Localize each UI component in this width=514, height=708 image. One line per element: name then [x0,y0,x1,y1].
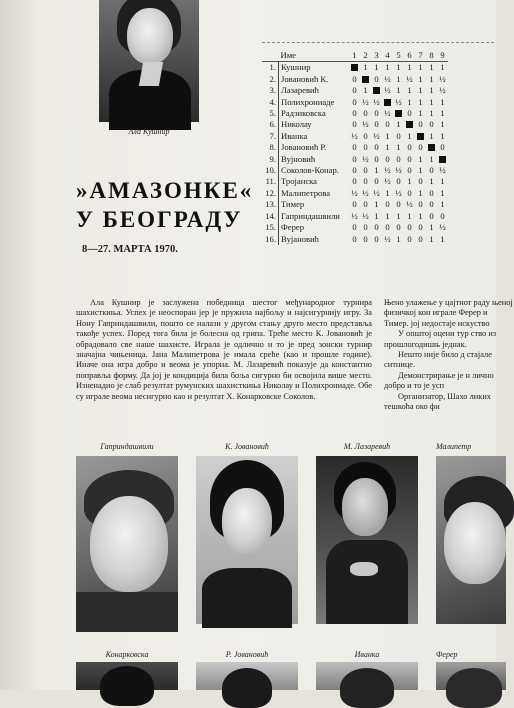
standings-row [262,188,448,199]
score-cell: 0 [374,222,379,233]
standings-row [262,108,448,119]
score-cell: 0 [374,73,379,84]
score-cell: ½ [384,73,391,84]
score-cell: 1 [396,142,401,153]
score-cell: 0 [363,222,368,233]
score-cell: 1 [407,85,412,96]
score-cell: 1 [418,108,423,119]
score-cell: ½ [439,165,446,176]
score-cell: 0 [407,222,412,233]
article-right-paragraph: Организатор, Шахо ликих тешкоћа око фи [384,391,491,412]
article-right-paragraph: Нешто није било д стајале ситнице. [384,350,492,370]
player-name: Кушнир [279,62,350,74]
score-cell: 0 [407,233,412,244]
score-cell: ½ [362,210,369,221]
score-cell: 0 [407,187,412,198]
portrait-ivanka [316,662,418,690]
score-cell: 0 [352,176,357,187]
score-cell: ½ [373,130,380,141]
score-cell: 0 [396,130,401,141]
portrait-ferer [436,662,506,690]
diagonal-block-mark [351,64,358,71]
score-cell: 1 [415,62,426,74]
standings-row [262,154,448,165]
portrait-caption: Ферер [436,650,458,659]
score-cell: 1 [429,222,434,233]
row-number: 8. [269,142,276,153]
score-cell: ½ [384,233,391,244]
diagonal-block-mark [406,121,413,128]
kushnir-photo [99,0,199,122]
player-name: Вујановић [279,234,350,245]
score-cell: 0 [374,142,379,153]
score-cell: 1 [418,96,423,107]
score-cell: 0 [429,119,434,130]
score-cell: 1 [396,210,401,221]
row-number: 12. [265,187,276,198]
standings-row [262,85,448,96]
score-cell: 1 [429,130,434,141]
article-paragraph: Ала Кушнир је заслужена победница шестог међународног турнира шахисткиња. Успех је неоспоран јер је пружила најбољу и најсигурнију игру. За Нону Гаприндашвили, пошто се налази у другом стању друго место представља такође успех. Поред тога била је болесна од грипа. Треће место К. Јовановић је обрадовало све наше шахисте. Играла је одлично и то је пред зонски турнир значајна чињеница. Јана Малипетрова је имала среће (као и прошле године). Иначе она игра добро и веома је упорна. М. Лазаревић показује да константно поправља форму. Да јој је кондиција била боља сигурно би освојила више место. Изненадио је слаб резултат румунских шахисткиња Николау и Полихрониаде. Обе су играле веома несигурно као и резултат Х. Конарковске Соколов. [76,298,372,401]
row-number: 15. [265,222,276,233]
diagonal-block [382,97,393,108]
score-cell: 1 [429,85,434,96]
score-cell: 1 [440,108,445,119]
portrait-k-jovanovic [196,456,298,624]
score-cell: 0 [385,153,390,164]
portrait-caption: К. Јовановић [225,442,269,451]
score-cell: 0 [418,233,423,244]
score-cell: 1 [385,210,390,221]
score-cell: 1 [407,96,412,107]
score-cell: 0 [396,222,401,233]
row-number: 11. [265,176,276,187]
score-cell: 0 [418,222,423,233]
score-cell: ½ [439,222,446,233]
standings-row [262,234,448,245]
diagonal-block [415,131,426,142]
column-header: 2 [363,50,368,60]
headline-line-1: »АМАЗОНКЕ« [76,178,254,203]
diagonal-block-mark [362,76,369,83]
diagonal-block [404,119,415,130]
article-right-paragraph: Демонстрирање је н лично добро и то је усп [384,370,494,391]
score-cell: 1 [440,233,445,244]
diagonal-block [349,62,360,74]
column-header: 7 [418,50,423,60]
standings-table [262,50,448,245]
player-name: Вујновић [279,154,350,165]
standings-row [262,176,448,187]
portrait-caption: Иванка [354,650,380,659]
column-header: 3 [374,50,379,60]
score-cell: 0 [407,108,412,119]
diagonal-block [360,74,371,85]
score-cell: 0 [374,153,379,164]
score-cell: 0 [429,165,434,176]
score-cell: ½ [373,187,380,198]
score-cell: 1 [418,153,423,164]
score-cell: 1 [440,130,445,141]
score-cell: 1 [418,187,423,198]
score-cell: 1 [374,165,379,176]
headline-line-2: У БЕОГРАДУ [76,207,243,232]
score-cell: ½ [406,73,413,84]
player-name: Соколов-Конар. [279,165,350,176]
score-cell: 0 [352,96,357,107]
row-number: 2. [269,73,276,84]
score-cell: ½ [395,96,402,107]
score-cell: 0 [352,85,357,96]
table-top-rule [262,42,494,47]
score-cell: 0 [407,142,412,153]
diagonal-block [426,142,437,153]
portrait-m-lazarevic [316,456,418,624]
column-header: 9 [440,50,445,60]
row-number: 4. [269,96,276,107]
score-cell: 0 [374,119,379,130]
row-number: 13. [265,199,276,210]
score-cell: 0 [407,165,412,176]
score-cell: ½ [362,153,369,164]
score-cell: 0 [418,199,423,210]
portrait-caption: Конарковска [105,650,149,659]
score-cell: 0 [374,176,379,187]
row-number: 7. [269,130,276,141]
score-cell: 1 [429,73,434,84]
score-cell: ½ [351,210,358,221]
player-name: Малипетрова [279,188,350,199]
score-cell: 1 [440,199,445,210]
score-cell: 1 [385,187,390,198]
score-cell: 1 [385,142,390,153]
diagonal-block-mark [439,156,446,163]
diagonal-block-mark [417,133,424,140]
score-cell: 0 [352,222,357,233]
score-cell: 0 [352,165,357,176]
score-cell: 0 [352,119,357,130]
score-cell: 1 [437,62,448,74]
score-cell: 1 [418,73,423,84]
column-header: 6 [407,50,412,60]
standings-row [262,142,448,153]
score-cell: ½ [395,187,402,198]
score-cell: 0 [407,153,412,164]
standings-header-row [262,50,448,62]
score-cell: ½ [362,96,369,107]
score-cell: ½ [384,176,391,187]
column-header: 4 [385,50,390,60]
score-cell: 0 [352,153,357,164]
score-cell: 1 [385,130,390,141]
portrait-konarkovska [76,662,178,690]
diagonal-block [393,108,404,119]
score-cell: 1 [440,119,445,130]
score-cell: 0 [418,119,423,130]
row-number: 5. [269,108,276,119]
score-cell: 0 [363,142,368,153]
score-cell: ½ [406,199,413,210]
diagonal-block [371,85,382,96]
score-cell: 0 [374,233,379,244]
score-cell: 0 [440,210,445,221]
player-name: Тимер [279,199,350,210]
score-cell: ½ [351,130,358,141]
score-cell: 0 [352,73,357,84]
score-cell: 1 [393,62,404,74]
player-name: Тројанска [279,176,350,187]
score-cell: 1 [429,233,434,244]
score-cell: ½ [439,85,446,96]
player-name: Гаприндашвили [279,211,350,222]
score-cell: 1 [396,119,401,130]
name-header: Име [280,50,296,60]
row-number: 14. [265,210,276,221]
score-cell: 1 [396,233,401,244]
score-cell: ½ [351,187,358,198]
score-cell: 1 [429,96,434,107]
standings-row [262,211,448,222]
article-right-paragraph: Њено улажење у цајтнот раду њеној физичкој кон играле Ферер и Тимер. јој недостаје искуство [384,298,513,328]
score-cell: 1 [426,62,437,74]
score-cell: 1 [418,210,423,221]
score-cell: 0 [352,233,357,244]
score-cell: 0 [396,153,401,164]
score-cell: 0 [352,142,357,153]
score-cell: 1 [429,108,434,119]
score-cell: ½ [384,108,391,119]
column-header: 1 [352,50,357,60]
standings-row [262,222,448,233]
score-cell: ½ [362,119,369,130]
score-cell: 0 [418,142,423,153]
score-cell: 0 [429,210,434,221]
row-number: 10. [265,165,276,176]
row-number: 16. [265,233,276,244]
score-cell: ½ [373,96,380,107]
score-cell: ½ [439,73,446,84]
score-cell: 0 [374,108,379,119]
standings-row [262,97,448,108]
score-cell: 1 [440,187,445,198]
score-cell: 0 [396,199,401,210]
standings-row [262,131,448,142]
score-cell: 1 [396,73,401,84]
score-cell: ½ [384,85,391,96]
score-cell: 0 [418,176,423,187]
player-name: Радзиковска [279,108,350,119]
diagonal-block-mark [395,110,402,117]
player-name: Јовановић Р. [279,142,350,153]
score-cell: 1 [418,165,423,176]
player-name: Николау [279,119,350,130]
diagonal-block-mark [384,99,391,106]
score-cell: 1 [429,153,434,164]
score-cell: 1 [407,130,412,141]
score-cell: 0 [363,130,368,141]
score-cell: 0 [429,187,434,198]
score-cell: 1 [374,210,379,221]
standings-row [262,165,448,176]
score-cell: ½ [362,187,369,198]
article-left-column [76,298,372,402]
score-cell: 0 [352,108,357,119]
player-name: Јовановић К. [279,74,350,85]
score-cell: 0 [385,199,390,210]
score-cell: 1 [407,210,412,221]
score-cell: 0 [363,165,368,176]
portrait-caption: М. Лазаревић [343,442,391,451]
score-cell: 1 [429,176,434,187]
headline [76,176,253,234]
score-cell: 1 [360,62,371,74]
player-name: Ферер [279,222,350,233]
kushnir-caption: Ала Кушнир [128,127,170,136]
score-cell: 1 [371,62,382,74]
portrait-r-jovanovic [196,662,298,690]
row-number: 3. [269,85,276,96]
row-number: 9. [269,153,276,164]
score-cell: 0 [363,108,368,119]
score-cell: 0 [440,142,445,153]
score-cell: 0 [363,176,368,187]
player-name: Иванка [279,131,350,142]
score-cell: 0 [363,233,368,244]
standings-row [262,62,448,74]
score-cell: 1 [396,85,401,96]
standings-row [262,74,448,85]
score-cell: 1 [404,62,415,74]
diagonal-block [437,154,448,165]
score-cell: 0 [363,199,368,210]
score-cell: 0 [396,176,401,187]
portrait-gaprindashvili [76,456,178,624]
score-cell: 0 [385,119,390,130]
score-cell: 1 [440,96,445,107]
diagonal-block-mark [428,144,435,151]
article-right-paragraph: У општој оцени тур ство из прошлогодишњ једнак. [384,329,497,349]
score-cell: 1 [374,199,379,210]
score-cell: 1 [418,85,423,96]
score-cell: 1 [407,176,412,187]
score-cell: 0 [429,199,434,210]
score-cell: 0 [385,222,390,233]
portrait-caption: Гаприндашвили [100,442,154,451]
score-cell: ½ [395,165,402,176]
score-cell: 0 [352,199,357,210]
column-header: 8 [429,50,434,60]
row-number: 6. [269,119,276,130]
score-cell: 1 [382,62,393,74]
row-number: 1. [262,62,279,74]
player-name: Полихрониаде [279,97,350,108]
score-cell: 1 [440,176,445,187]
player-name: Лазаревић [279,85,350,96]
portrait-caption: Малипетр [436,442,472,451]
tournament-dates: 8—27. МАРТА 1970. [82,244,178,255]
diagonal-block-mark [373,87,380,94]
score-cell: 1 [363,85,368,96]
standings-row [262,199,448,210]
article-right-column [384,298,514,412]
standings-row [262,119,448,130]
score-cell: ½ [384,165,391,176]
column-header: 5 [396,50,401,60]
portrait-caption: Р. Јовановић [225,650,269,659]
portrait-malipetrova [436,456,506,624]
